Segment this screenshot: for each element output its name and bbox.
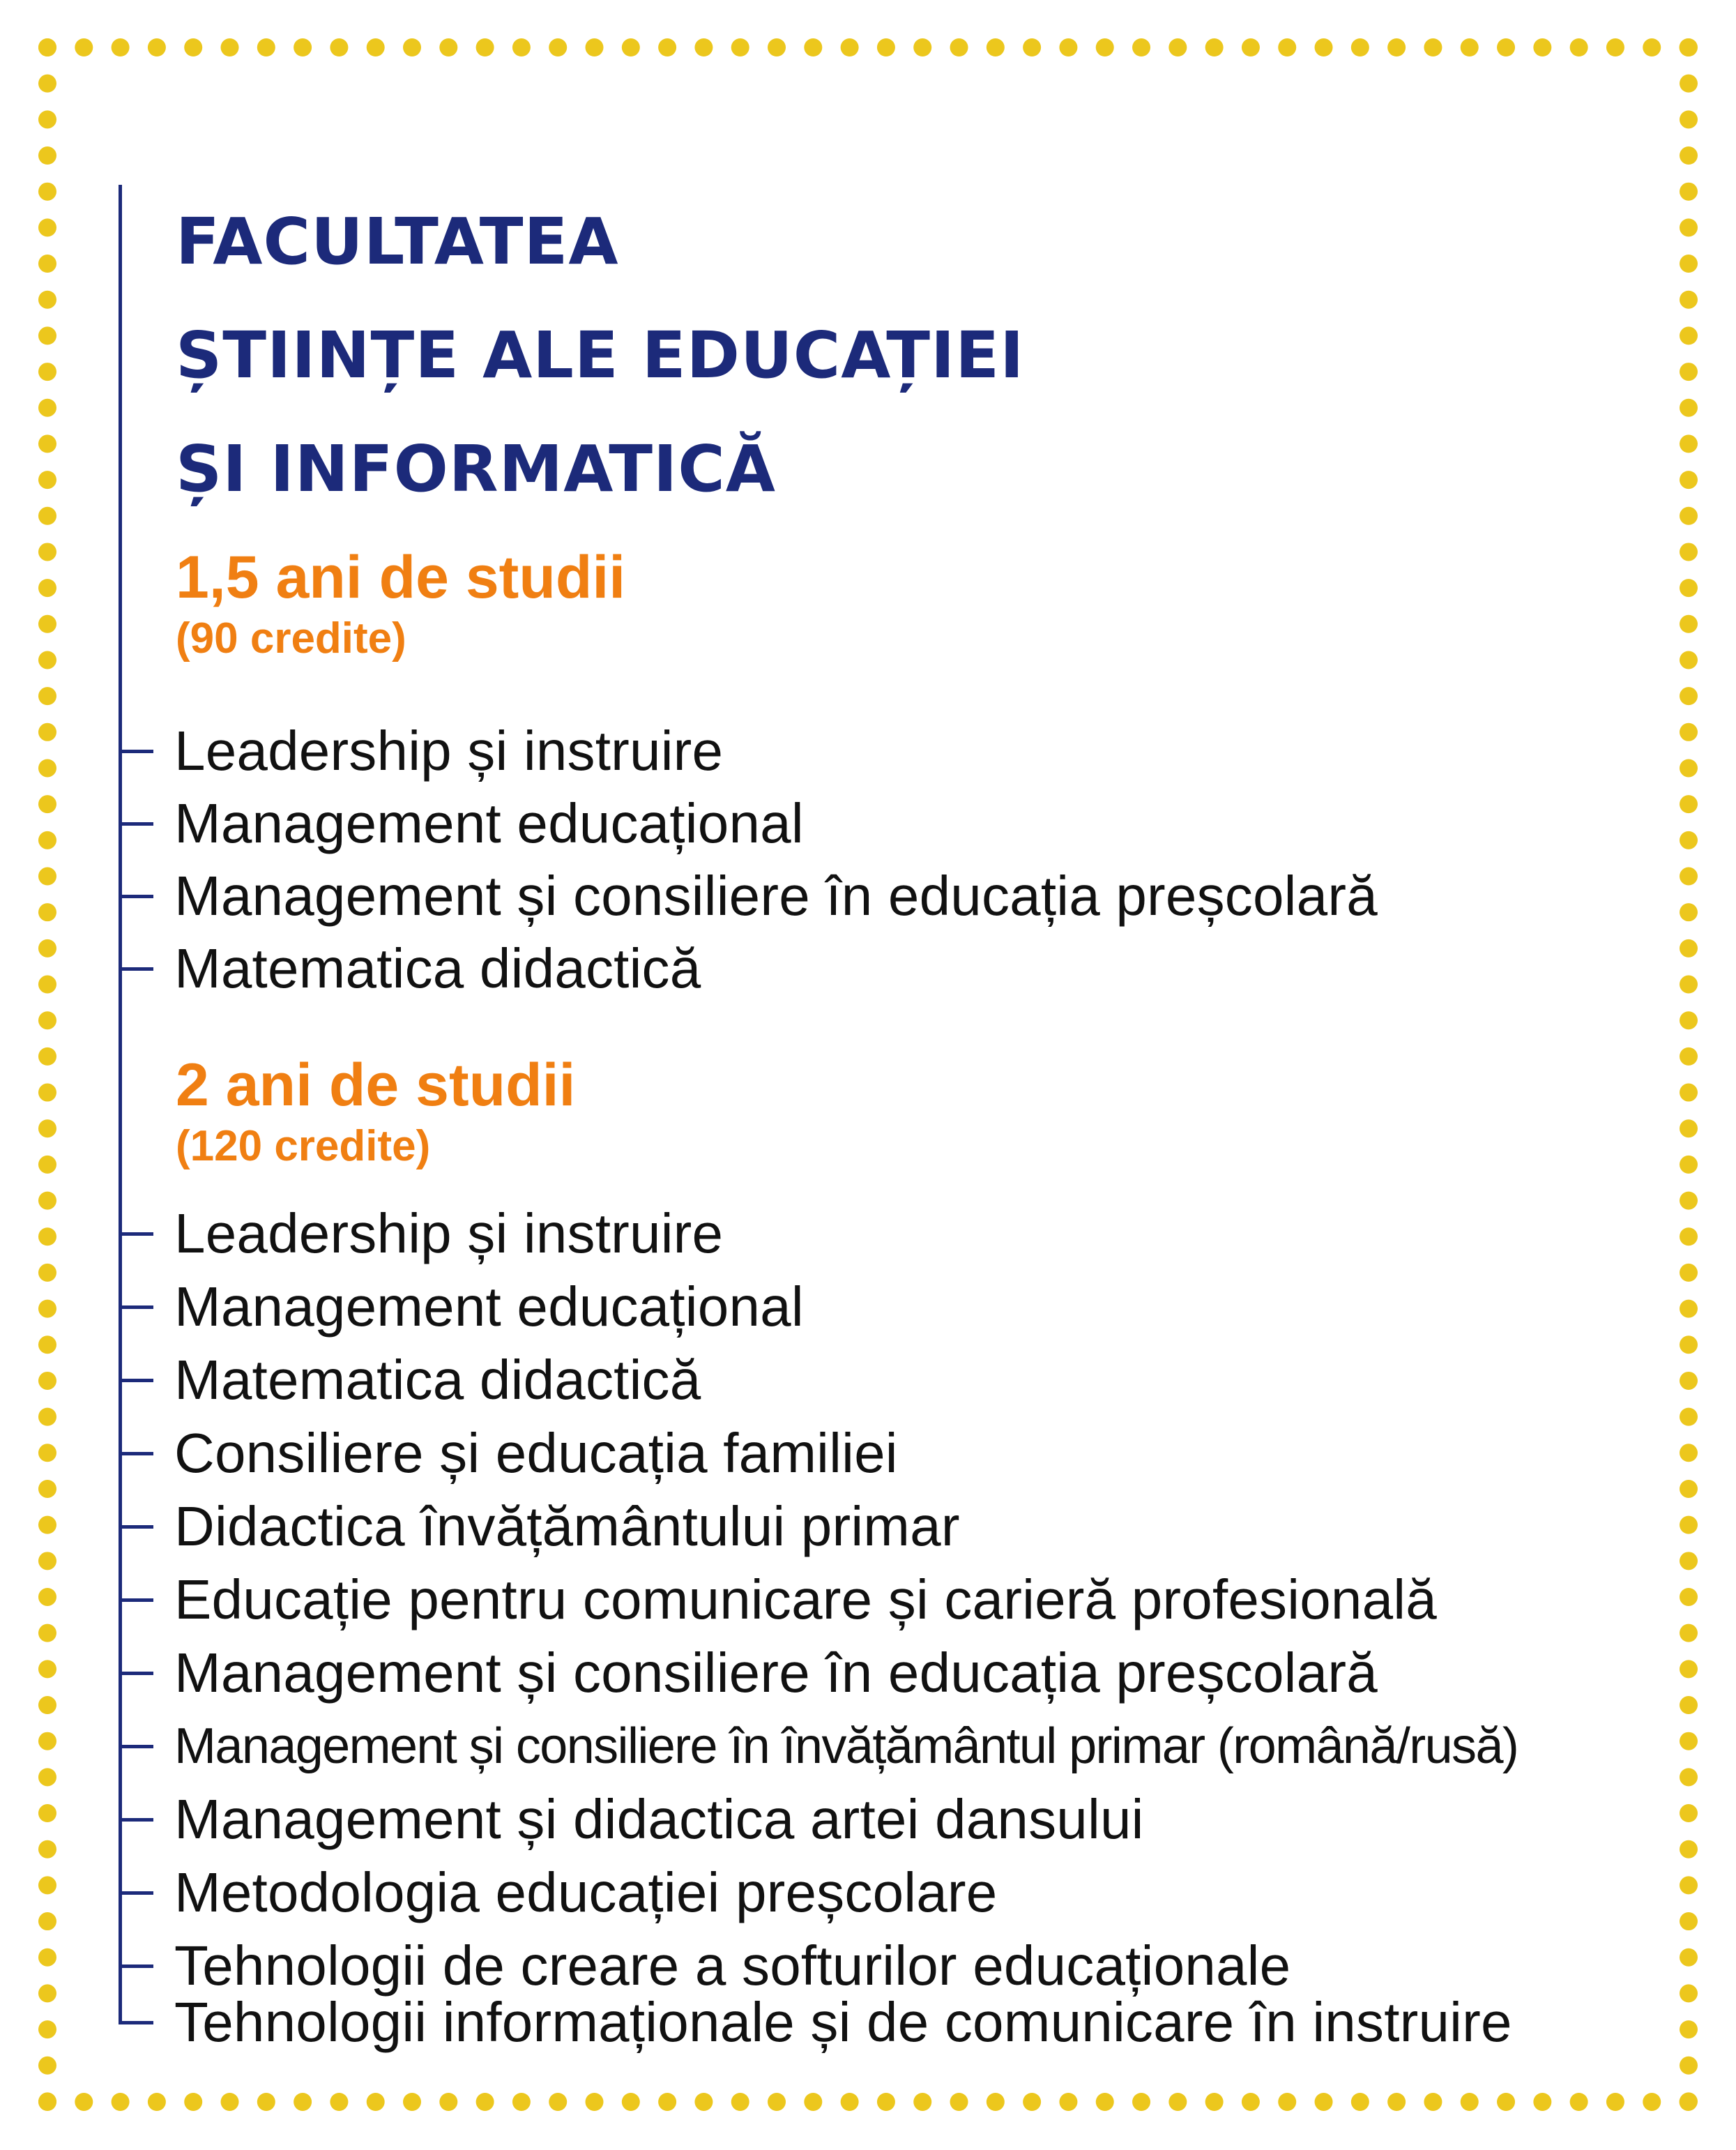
faculty-card bbox=[119, 185, 1687, 2068]
program-item bbox=[119, 932, 701, 1005]
section-credits: (90 credite) bbox=[176, 614, 406, 663]
program-label: Management educațional bbox=[174, 792, 804, 854]
program-item bbox=[119, 1710, 1518, 1782]
tree-branch bbox=[119, 750, 153, 753]
tree-branch bbox=[119, 2021, 153, 2024]
program-item bbox=[119, 787, 804, 860]
program-item bbox=[119, 1856, 997, 1929]
program-label: Management și didactica artei dansului bbox=[174, 1788, 1144, 1850]
section-heading bbox=[119, 1052, 575, 1174]
program-item bbox=[119, 715, 723, 787]
faculty-title-line-3: ȘI INFORMATICĂ bbox=[176, 432, 776, 506]
section-1-5-years bbox=[119, 544, 625, 667]
tree-branch bbox=[119, 1672, 153, 1675]
program-label: Tehnologii informaționale și de comunicare în instruire bbox=[174, 1991, 1512, 2053]
section-2-years bbox=[119, 1052, 575, 1174]
program-label: Management educațional bbox=[174, 1275, 804, 1338]
tree-branch bbox=[119, 1525, 153, 1529]
section-years: 1,5 ani de studii bbox=[176, 544, 626, 611]
program-label: Leadership și instruire bbox=[174, 720, 724, 782]
program-item bbox=[119, 1986, 1512, 2059]
section-years: 2 ani de studii bbox=[176, 1052, 576, 1119]
faculty-title-line-1: FACULTATEA bbox=[176, 204, 619, 279]
program-label: Consiliere și educația familiei bbox=[174, 1422, 898, 1484]
program-item bbox=[119, 1564, 1437, 1636]
tree-branch bbox=[119, 1818, 153, 1822]
tree-branch bbox=[119, 895, 153, 898]
faculty-title-line-2: ȘTIINȚE ALE EDUCAȚIEI bbox=[176, 318, 1025, 393]
tree-branch bbox=[119, 967, 153, 971]
section-credits: (120 credite) bbox=[176, 1122, 431, 1170]
tree-branch bbox=[119, 1598, 153, 1602]
program-label: Management și consiliere în educația preșcolară bbox=[174, 1642, 1378, 1704]
program-item bbox=[119, 1197, 723, 1270]
program-item bbox=[119, 1417, 898, 1490]
tree-branch bbox=[119, 1452, 153, 1455]
program-item bbox=[119, 860, 1378, 932]
faculty-title bbox=[176, 185, 1024, 526]
program-label: Management și consiliere în învățământul primar (română/rusă) bbox=[174, 1718, 1518, 1774]
program-item bbox=[119, 1490, 960, 1563]
program-label: Metodologia educației preșcolare bbox=[174, 1861, 998, 1923]
tree-branch bbox=[119, 1379, 153, 1382]
program-label: Didactica învățământului primar bbox=[174, 1495, 960, 1557]
program-item bbox=[119, 1637, 1378, 1709]
program-item bbox=[119, 1344, 701, 1416]
section-heading bbox=[119, 544, 625, 667]
program-item bbox=[119, 1783, 1144, 1856]
tree-branch bbox=[119, 1305, 153, 1309]
tree-branch bbox=[119, 1745, 153, 1748]
program-label: Educație pentru comunicare și carieră profesională bbox=[174, 1568, 1437, 1630]
program-label: Matematica didactică bbox=[174, 1349, 701, 1411]
program-item bbox=[119, 1271, 804, 1343]
program-label: Leadership și instruire bbox=[174, 1202, 724, 1264]
tree-branch bbox=[119, 1232, 153, 1236]
program-label: Management și consiliere în educația preșcolară bbox=[174, 865, 1378, 927]
program-label: Tehnologii de creare a softurilor educaționale bbox=[174, 1935, 1291, 1997]
tree-branch bbox=[119, 1964, 153, 1968]
tree-branch bbox=[119, 1891, 153, 1895]
tree-branch bbox=[119, 822, 153, 826]
program-label: Matematica didactică bbox=[174, 937, 701, 999]
